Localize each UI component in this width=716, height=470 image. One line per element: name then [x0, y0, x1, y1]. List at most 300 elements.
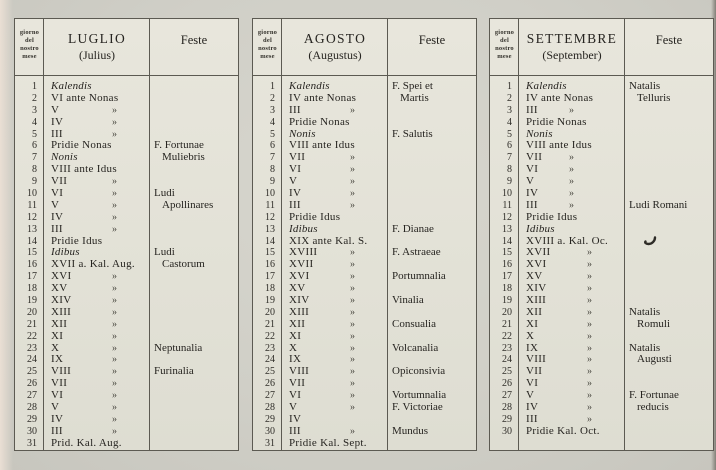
month-latin-name: (September) [542, 48, 602, 62]
feste-cell [625, 176, 713, 188]
day-number: 5 [507, 128, 512, 140]
day-name: VIII ante Idus [289, 139, 355, 152]
day-name: Idibus [51, 246, 80, 259]
ditto-mark-icon: » [350, 342, 356, 354]
day-number: 3 [270, 104, 275, 116]
day-name: XVI [289, 270, 310, 283]
day-number: 29 [502, 413, 512, 425]
ditto-mark-icon: » [587, 342, 593, 354]
day-number: 29 [27, 413, 37, 425]
day-number: 4 [32, 116, 37, 128]
day-number: 7 [32, 152, 37, 164]
feste-cell [625, 93, 713, 105]
table-row [253, 307, 476, 319]
day-name: XIV [51, 294, 72, 307]
table-row [15, 224, 238, 236]
day-name: V [526, 175, 535, 188]
table-row [490, 426, 713, 438]
day-name: Nonis [51, 151, 78, 164]
table-row [490, 271, 713, 283]
day-name: XV [289, 282, 306, 295]
day-name: X [289, 341, 298, 354]
table-row [253, 438, 476, 450]
table-row [15, 354, 238, 366]
table-row [15, 105, 238, 117]
feste-cell [150, 259, 238, 271]
table-row [15, 319, 238, 331]
table-row [490, 366, 713, 378]
table-row [253, 200, 476, 212]
ditto-mark-icon: » [350, 104, 356, 116]
feste-cell [388, 188, 476, 200]
day-name: V [289, 175, 298, 188]
ditto-mark-icon: » [112, 223, 118, 235]
feste-cell [150, 117, 238, 129]
feste-cell [388, 426, 476, 438]
day-name: VII [526, 365, 543, 378]
day-number: 16 [265, 259, 275, 271]
ditto-mark-icon: » [112, 413, 118, 425]
day-number: 26 [27, 378, 37, 390]
day-number: 17 [265, 271, 275, 283]
table-row [490, 331, 713, 343]
day-number: 28 [502, 402, 512, 414]
day-number: 10 [502, 188, 512, 200]
day-number: 27 [265, 390, 275, 402]
day-name: XVI [51, 270, 72, 283]
day-number: 20 [27, 306, 37, 318]
day-name: VII [51, 377, 68, 390]
day-number: 16 [27, 259, 37, 271]
day-name: Prid. Kal. Aug. [51, 436, 122, 449]
day-number: 11 [265, 199, 275, 211]
feste-cell [388, 200, 476, 212]
feste-column-header: Feste [180, 33, 208, 47]
day-name: VI ante Nonas [51, 91, 119, 104]
table-row [15, 343, 238, 355]
table-row [253, 247, 476, 259]
day-name: Pridie Nonas [51, 139, 112, 152]
table-row [253, 331, 476, 343]
ditto-mark-icon: » [569, 199, 575, 211]
day-number: 10 [27, 188, 37, 200]
page-edge-shadow-left [0, 0, 13, 470]
feste-cell [150, 152, 238, 164]
day-name: VIII [51, 365, 72, 378]
day-name: XII [289, 317, 306, 330]
feste-cell [625, 283, 713, 295]
table-row [253, 152, 476, 164]
feste-cell [150, 212, 238, 224]
day-name-cell [519, 426, 625, 438]
day-name: IV [526, 187, 539, 200]
table-row [490, 212, 713, 224]
table-row [490, 176, 713, 188]
day-name: VIII [526, 353, 547, 366]
month-header [519, 19, 625, 75]
calendar-table-settembre [489, 18, 714, 451]
day-name: Idibus [289, 222, 318, 235]
table-row [15, 307, 238, 319]
day-name: III [526, 198, 538, 211]
table-row [15, 283, 238, 295]
feste-cell [625, 224, 713, 236]
table-row [15, 295, 238, 307]
feste-text: Neptunalia [154, 341, 203, 354]
day-number: 9 [507, 176, 512, 188]
ditto-mark-icon: » [587, 306, 593, 318]
table-row [15, 212, 238, 224]
feste-cell [150, 295, 238, 307]
ditto-mark-icon: » [112, 128, 118, 140]
day-number: 8 [270, 164, 275, 176]
table-row [490, 247, 713, 259]
table-header [15, 19, 238, 76]
ditto-mark-icon: » [112, 306, 118, 318]
day-number: 18 [502, 283, 512, 295]
day-name: IX [526, 341, 539, 354]
day-name: Pridie Nonas [289, 115, 350, 128]
month-name: SETTEMBRE [526, 31, 618, 46]
feste-cell [625, 117, 713, 129]
day-number: 5 [32, 128, 37, 140]
table-row [15, 164, 238, 176]
table-row [253, 81, 476, 93]
feste-cell [150, 307, 238, 319]
ditto-mark-icon: » [350, 390, 356, 402]
day-name: IV [51, 210, 64, 223]
day-name: Nonis [289, 127, 316, 140]
feste-text: Furinalia [154, 365, 194, 378]
day-number: 2 [32, 92, 37, 104]
table-row [15, 152, 238, 164]
day-number: 13 [27, 223, 37, 235]
feste-cell [625, 105, 713, 117]
feste-cell [150, 93, 238, 105]
day-name: Pridie Nonas [526, 115, 587, 128]
day-name-cell [282, 390, 388, 402]
day-number: 11 [502, 199, 512, 211]
feste-cell [625, 247, 713, 259]
day-name: IV [526, 401, 539, 414]
day-name: VI [526, 377, 539, 390]
feste-cell [625, 271, 713, 283]
ditto-mark-icon: » [587, 283, 593, 295]
day-name: III [526, 412, 538, 425]
day-number: 26 [502, 378, 512, 390]
table-row [490, 140, 713, 152]
day-name-cell [44, 188, 150, 200]
table-row [490, 390, 713, 402]
table-row [253, 236, 476, 248]
ditto-mark-icon: » [350, 295, 356, 307]
day-name-cell [44, 331, 150, 343]
day-number: 14 [502, 235, 512, 247]
ditto-mark-icon: » [350, 271, 356, 283]
feste-text: Opiconsivia [392, 365, 446, 378]
table-row [490, 200, 713, 212]
feste-cell [625, 152, 713, 164]
table-row [15, 93, 238, 105]
day-number: 17 [502, 271, 512, 283]
feste-cell [388, 402, 476, 414]
day-name: XIII [51, 305, 72, 318]
table-row [15, 414, 238, 426]
feste-cell [625, 426, 713, 438]
ditto-mark-icon: » [112, 271, 118, 283]
table-row [253, 188, 476, 200]
day-number: 5 [270, 128, 275, 140]
day-name: III [51, 424, 63, 437]
feste-cell [625, 140, 713, 152]
table-row [15, 390, 238, 402]
feste-text: Apollinares [162, 198, 214, 211]
table-row [15, 378, 238, 390]
feste-cell [388, 93, 476, 105]
day-number: 9 [32, 176, 37, 188]
table-row [15, 236, 238, 248]
day-number: 17 [27, 271, 37, 283]
day-name: XV [526, 270, 543, 283]
table-row [253, 283, 476, 295]
table-row [253, 295, 476, 307]
feste-cell [150, 283, 238, 295]
ditto-mark-icon: » [112, 378, 118, 390]
table-row [253, 140, 476, 152]
day-name-cell [282, 438, 388, 450]
feste-text: reducis [637, 401, 669, 414]
day-name: III [51, 222, 63, 235]
table-row [490, 307, 713, 319]
feste-cell [388, 224, 476, 236]
month-latin-name: (Augustus) [308, 48, 362, 62]
table-body [15, 76, 238, 450]
day-name-cell [44, 390, 150, 402]
day-name: Pridie Idus [289, 210, 341, 223]
day-number: 21 [265, 318, 275, 330]
day-number: 3 [507, 104, 512, 116]
table-row [490, 414, 713, 426]
table-row [253, 212, 476, 224]
day-number: 20 [502, 306, 512, 318]
ditto-mark-icon: » [112, 295, 118, 307]
feste-text: Ludi [154, 187, 175, 200]
feste-cell [625, 200, 713, 212]
feste-text: F. Astraeae [392, 246, 441, 259]
table-row [253, 105, 476, 117]
day-name: Idibus [526, 222, 555, 235]
day-number: 18 [265, 283, 275, 295]
feste-text: Martis [400, 91, 429, 104]
feste-text: Telluris [637, 91, 671, 104]
table-row [253, 343, 476, 355]
feste-column-header: Feste [418, 33, 446, 47]
ditto-mark-icon: » [587, 366, 593, 378]
day-number: 3 [32, 104, 37, 116]
feste-text: Mundus [392, 424, 429, 437]
feste-text: F. Salutis [392, 127, 433, 140]
calendar-table-agosto [252, 18, 477, 451]
feste-text: Natalis [629, 80, 661, 92]
ditto-mark-icon: » [350, 318, 356, 330]
table-row [490, 236, 713, 248]
day-number: 10 [265, 188, 275, 200]
day-number: 13 [502, 223, 512, 235]
day-name: XIV [526, 282, 547, 295]
day-name-cell [519, 164, 625, 176]
table-row [490, 105, 713, 117]
table-row [490, 295, 713, 307]
feste-cell [150, 81, 238, 93]
feste-cell [388, 295, 476, 307]
feste-cell [625, 212, 713, 224]
feste-text: F. Dianae [392, 222, 434, 235]
ditto-mark-icon: » [587, 295, 593, 307]
ditto-mark-icon: » [112, 390, 118, 402]
day-number: 31 [265, 437, 275, 449]
ditto-mark-icon: » [569, 152, 575, 164]
day-name: IV [289, 187, 302, 200]
day-name-cell [44, 438, 150, 450]
day-name: XIV [289, 294, 310, 307]
ditto-mark-icon: » [350, 164, 356, 176]
table-row [15, 366, 238, 378]
day-name: VII [526, 151, 543, 164]
day-number: 15 [27, 247, 37, 259]
feste-cell [625, 164, 713, 176]
feste-cell [625, 366, 713, 378]
day-number: 30 [265, 425, 275, 437]
feste-cell [388, 176, 476, 188]
ditto-mark-icon: » [350, 283, 356, 295]
day-name: X [51, 341, 60, 354]
feste-cell [625, 259, 713, 271]
day-column-header: giorno del nostro mese [494, 29, 515, 60]
day-name: VIII ante Idus [51, 163, 117, 176]
day-name: XII [51, 317, 68, 330]
table-row [253, 319, 476, 331]
feste-cell [625, 354, 713, 366]
feste-text: Ludi [154, 246, 175, 259]
day-number: 22 [502, 330, 512, 342]
ditto-mark-icon: » [587, 259, 593, 271]
ditto-mark-icon: » [350, 306, 356, 318]
ditto-mark-icon: » [587, 413, 593, 425]
table-row [15, 176, 238, 188]
feste-cell [625, 319, 713, 331]
day-number: 28 [27, 402, 37, 414]
day-name: Pridie Idus [51, 234, 103, 247]
feste-text: Volcanalia [392, 341, 439, 354]
feste-cell [150, 366, 238, 378]
feste-cell [150, 224, 238, 236]
ditto-mark-icon: » [112, 188, 118, 200]
day-name: Pridie Kal. Oct. [526, 424, 600, 437]
table-row [490, 93, 713, 105]
day-number: 27 [27, 390, 37, 402]
table-row [253, 366, 476, 378]
day-name: VI [289, 163, 302, 176]
ditto-mark-icon: » [112, 104, 118, 116]
table-row [253, 271, 476, 283]
ditto-mark-icon: » [350, 259, 356, 271]
ditto-mark-icon: » [587, 402, 593, 414]
ditto-mark-icon: » [350, 402, 356, 414]
table-row [490, 117, 713, 129]
day-name: III [526, 103, 538, 116]
day-number: 31 [27, 437, 37, 449]
ditto-mark-icon: » [112, 211, 118, 223]
table-body [490, 76, 713, 438]
day-name: IV [51, 115, 64, 128]
day-name: VI [51, 389, 64, 402]
day-name: XV [51, 282, 68, 295]
day-name: IV [51, 412, 64, 425]
table-row [15, 402, 238, 414]
ditto-mark-icon: » [569, 104, 575, 116]
day-name: V [51, 198, 60, 211]
table-row [490, 152, 713, 164]
feste-cell [150, 200, 238, 212]
day-number: 7 [270, 152, 275, 164]
day-name: X [526, 329, 535, 342]
table-row [253, 414, 476, 426]
day-number: 12 [265, 211, 275, 223]
feste-cell [388, 247, 476, 259]
day-number: 25 [265, 366, 275, 378]
table-header [253, 19, 476, 76]
ditto-mark-icon: » [587, 247, 593, 259]
day-name: IV [289, 412, 302, 425]
day-name: IV ante Nonas [289, 91, 357, 104]
day-number: 6 [270, 140, 275, 152]
table-row [490, 343, 713, 355]
day-name: Kalendis [51, 80, 92, 92]
table-row [253, 129, 476, 141]
day-name: IX [289, 353, 302, 366]
day-number: 1 [270, 81, 275, 92]
day-name: XVI [526, 258, 547, 271]
day-name-cell [44, 93, 150, 105]
feste-cell [388, 105, 476, 117]
feste-cell [150, 426, 238, 438]
feste-text: Consualia [392, 317, 436, 330]
day-number: 28 [265, 402, 275, 414]
day-number: 8 [507, 164, 512, 176]
feste-cell [388, 140, 476, 152]
feste-text: Portumnalia [392, 270, 446, 283]
day-name: XI [289, 329, 302, 342]
day-number: 11 [27, 199, 37, 211]
ditto-mark-icon: » [350, 354, 356, 366]
day-number: 14 [265, 235, 275, 247]
table-row [253, 93, 476, 105]
day-number: 21 [502, 318, 512, 330]
day-name: XII [526, 305, 543, 318]
feste-cell [388, 152, 476, 164]
ditto-mark-icon: » [350, 378, 356, 390]
day-number: 26 [265, 378, 275, 390]
day-name: V [289, 401, 298, 414]
ditto-mark-icon: » [112, 425, 118, 437]
day-name: Pridie Kal. Sept. [289, 436, 367, 449]
table-row [15, 438, 238, 450]
calendar-table-luglio [14, 18, 239, 451]
ditto-mark-icon: » [112, 402, 118, 414]
table-row [15, 200, 238, 212]
feste-cell [625, 129, 713, 141]
table-row [15, 117, 238, 129]
